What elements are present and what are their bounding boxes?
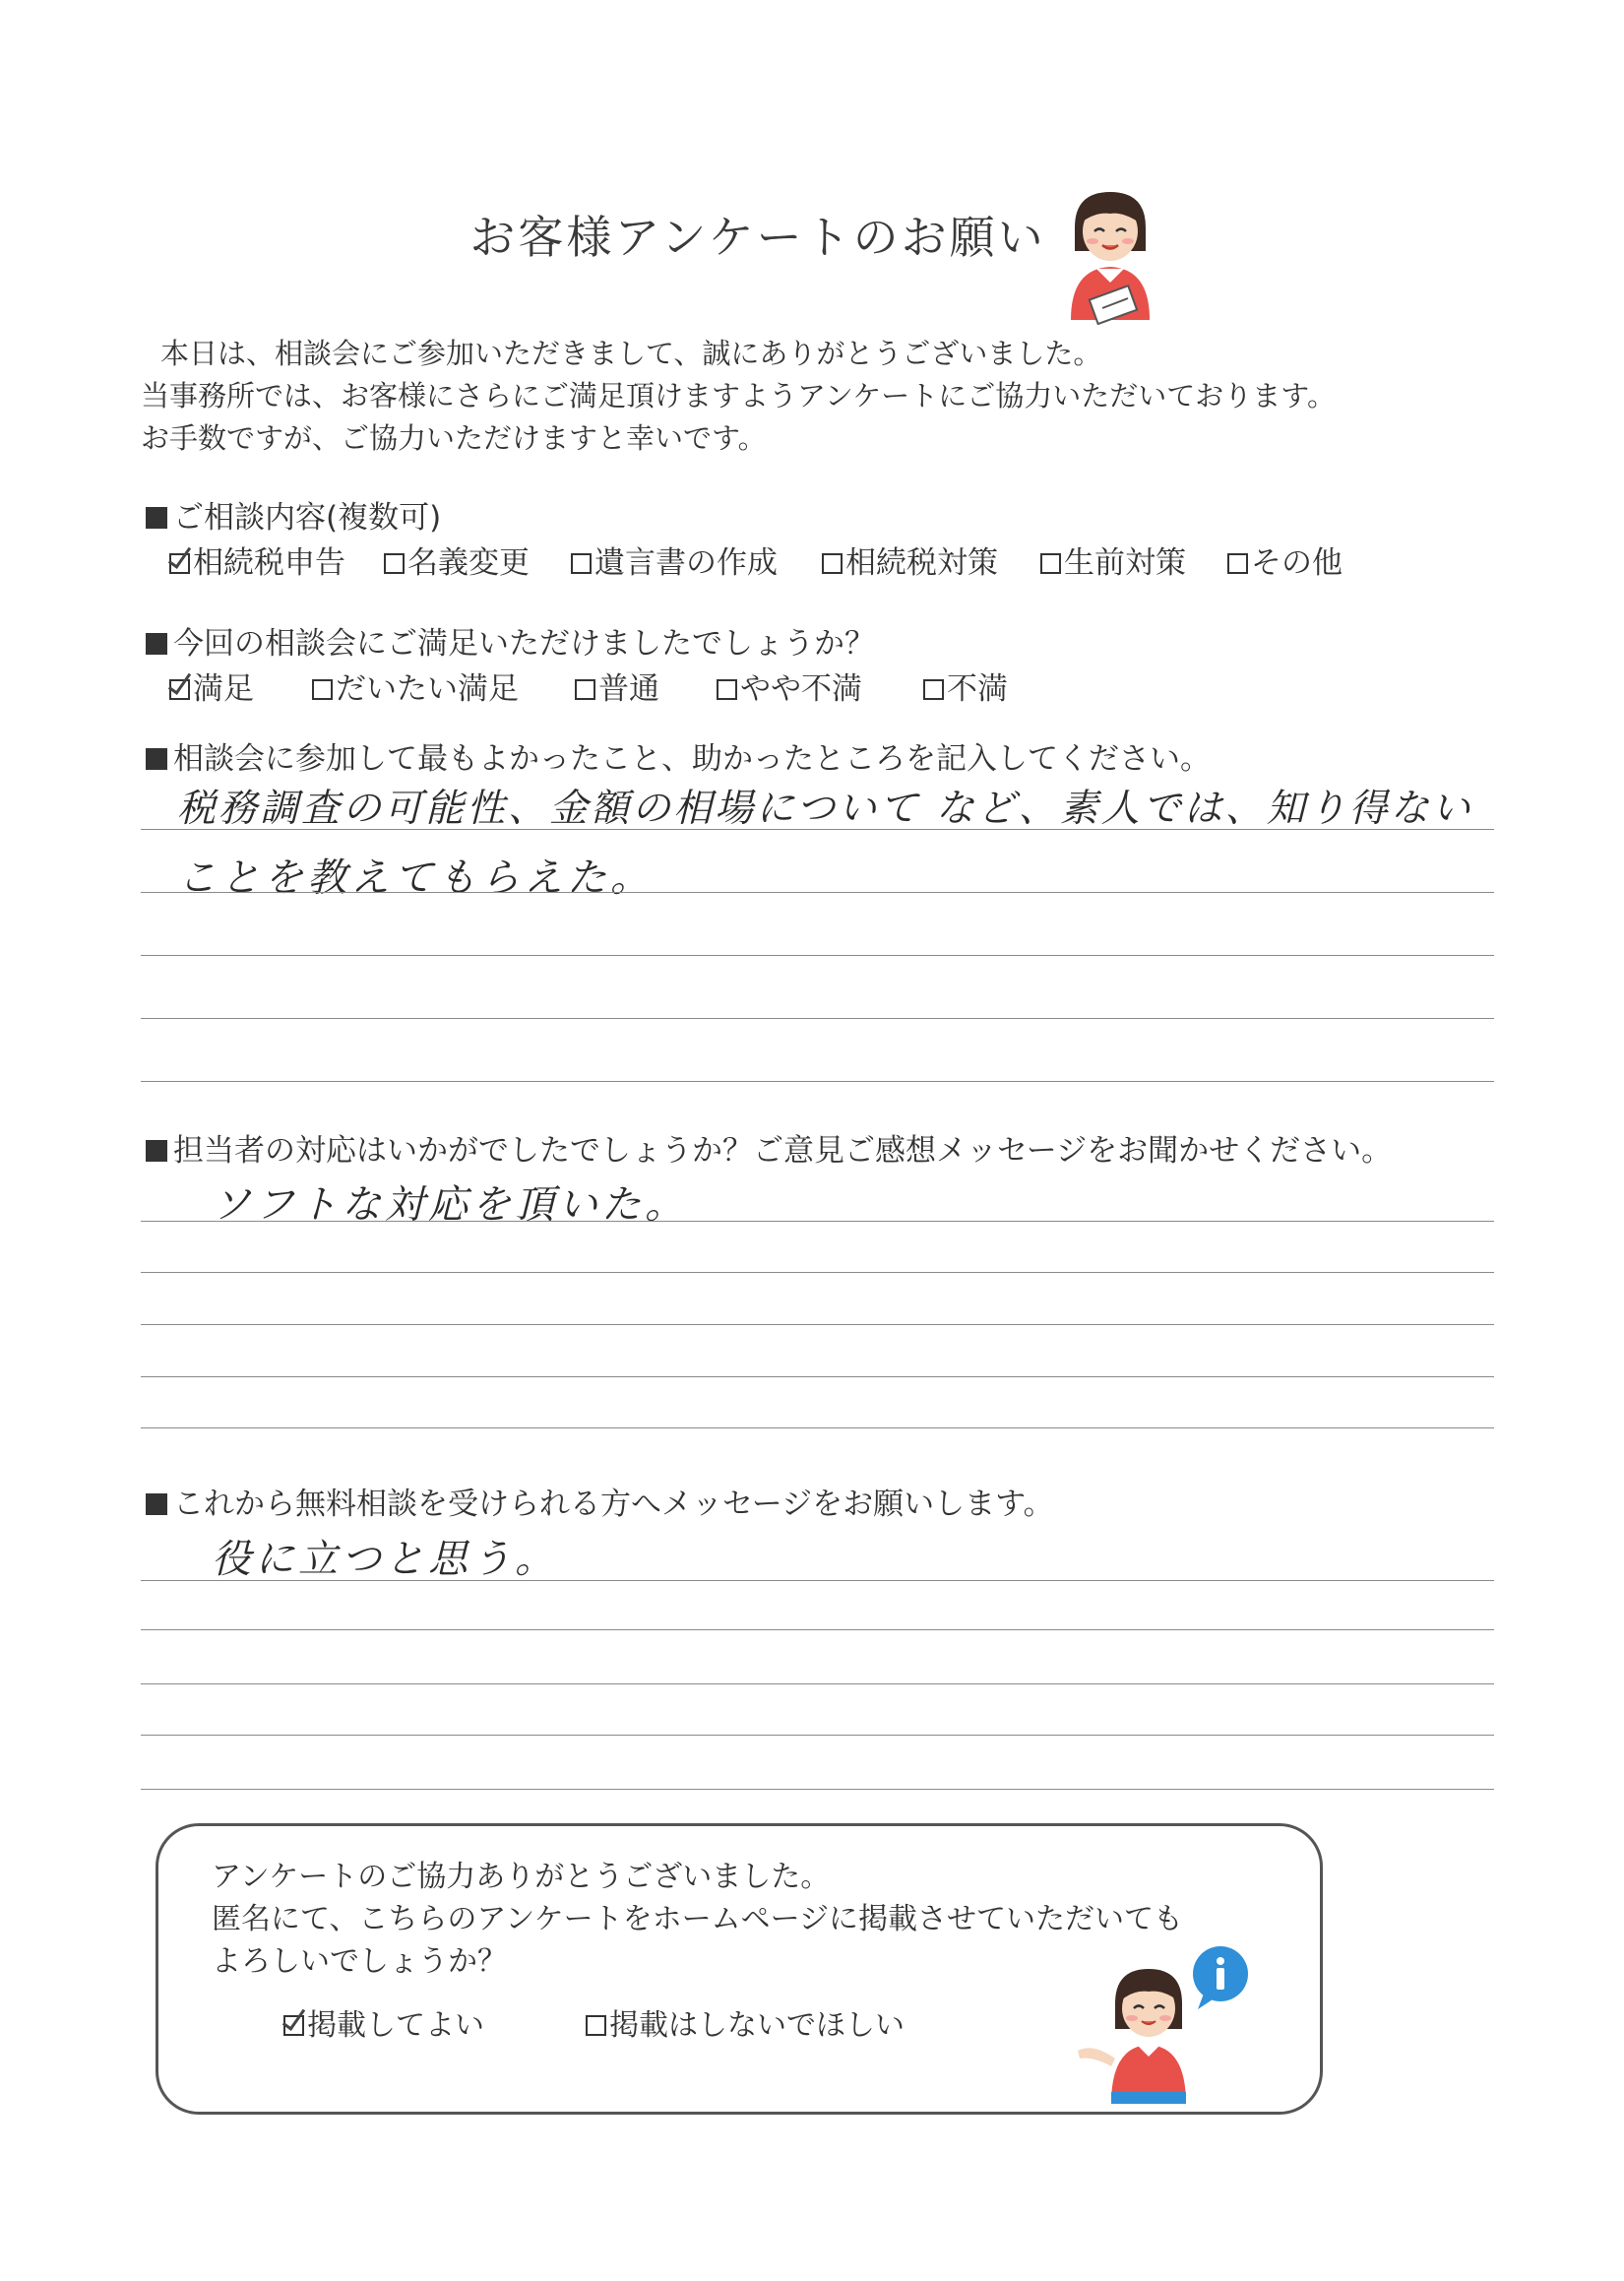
option-label: 普通 xyxy=(598,671,659,707)
option-label: その他 xyxy=(1251,545,1343,581)
checkbox-icon[interactable] xyxy=(312,679,333,700)
q5-answer-line: 役に立つと思う。 xyxy=(212,1537,558,1582)
checkbox-icon[interactable] xyxy=(1227,553,1248,574)
q2-heading-text: 今回の相談会にご満足いただけましたでしょうか？ xyxy=(173,626,875,662)
option-label: 不満 xyxy=(947,671,1008,707)
checked-checkbox-icon[interactable] xyxy=(283,2015,304,2036)
q3-heading-text: 相談会に参加して最もよかったこと、助かったところを記入してください。 xyxy=(173,741,1211,777)
writing-line xyxy=(141,955,1494,956)
writing-line xyxy=(141,1081,1494,1082)
staff-info-illustration xyxy=(1068,1934,1255,2107)
q1-option-inheritance-tax-planning[interactable] xyxy=(822,538,998,582)
writing-line xyxy=(141,1018,1494,1019)
page-title: お客様アンケートのお願い xyxy=(469,211,1046,264)
q5-heading-text: これから無料相談を受けられる方へメッセージをお願いします。 xyxy=(173,1487,1054,1522)
writing-line xyxy=(141,1324,1494,1325)
q3-heading xyxy=(146,733,1211,778)
closing-line: よろしいでしょうか？ xyxy=(212,1944,507,1979)
square-bullet-icon xyxy=(146,507,167,529)
q5-heading xyxy=(146,1479,1054,1523)
checkbox-icon[interactable] xyxy=(384,553,405,574)
writing-line xyxy=(141,1629,1494,1630)
checkbox-icon[interactable] xyxy=(586,2015,606,2036)
option-label: やや不満 xyxy=(740,671,862,707)
checkbox-icon[interactable] xyxy=(571,553,592,574)
writing-line xyxy=(141,1735,1494,1736)
writing-line xyxy=(141,1683,1494,1684)
intro-line: 当事務所では、お客様にさらにご満足頂けますようアンケートにご協力いただいております。 xyxy=(141,379,1336,412)
writing-line xyxy=(141,892,1494,893)
closing-line: 匿名にて、こちらのアンケートをホームページに掲載させていただいても xyxy=(212,1902,1183,1936)
closing-line: アンケートのご協力ありがとうございました。 xyxy=(212,1860,831,1894)
q3-answer-line: ことを教えてもらえた。 xyxy=(177,855,654,901)
q2-option-mostly-satisfied[interactable] xyxy=(312,664,519,708)
writing-line xyxy=(141,1580,1494,1581)
option-label: 相続税申告 xyxy=(193,545,345,581)
q1-heading-text: ご相談内容(複数可) xyxy=(173,500,442,536)
checked-checkbox-icon[interactable] xyxy=(169,679,190,700)
checkbox-icon[interactable] xyxy=(717,679,737,700)
writing-line xyxy=(141,1221,1494,1222)
q2-option-neutral[interactable] xyxy=(575,664,659,708)
q1-option-name-change[interactable] xyxy=(384,538,530,582)
woman-clipboard-illustration xyxy=(1053,182,1166,325)
writing-line xyxy=(141,1427,1494,1428)
q1-option-will-preparation[interactable] xyxy=(571,538,778,582)
square-bullet-icon xyxy=(146,748,167,770)
intro-text xyxy=(141,333,1420,460)
consent-option-allow[interactable] xyxy=(283,2000,484,2044)
consent-option-decline[interactable] xyxy=(586,2000,905,2044)
intro-line: 本日は、相談会にご参加いただきまして、誠にありがとうございました。 xyxy=(160,337,1102,370)
option-label: 掲載はしないでほしい xyxy=(609,2008,905,2043)
checkbox-icon[interactable] xyxy=(575,679,595,700)
checkbox-icon[interactable] xyxy=(1040,553,1061,574)
q1-option-inheritance-tax-return[interactable] xyxy=(169,538,345,582)
square-bullet-icon xyxy=(146,1140,167,1162)
checkbox-icon[interactable] xyxy=(822,553,843,574)
square-bullet-icon xyxy=(146,633,167,655)
q3-answer-line: 税務調査の可能性、金額の相場について など、素人では、知り得ない xyxy=(177,787,1473,831)
option-label: 生前対策 xyxy=(1064,545,1186,581)
q2-option-dissatisfied[interactable] xyxy=(923,664,1008,708)
option-label: 遺言書の作成 xyxy=(594,545,778,581)
checkbox-icon[interactable] xyxy=(923,679,944,700)
q2-heading xyxy=(146,618,875,663)
option-label: 満足 xyxy=(193,671,254,707)
q4-answer-line: ソフトな対応を頂いた。 xyxy=(212,1182,688,1228)
option-label: 相続税対策 xyxy=(845,545,998,581)
option-label: 名義変更 xyxy=(407,545,530,581)
writing-line xyxy=(141,1376,1494,1377)
q1-option-pre-death-planning[interactable] xyxy=(1040,538,1186,582)
q4-heading xyxy=(146,1125,1392,1170)
option-label: 掲載してよい xyxy=(307,2008,484,2043)
checked-checkbox-icon[interactable] xyxy=(169,553,190,574)
q1-option-other[interactable] xyxy=(1227,538,1343,582)
square-bullet-icon xyxy=(146,1493,167,1515)
q2-option-satisfied[interactable] xyxy=(169,664,254,708)
intro-line: お手数ですが、ご協力いただけますと幸いです。 xyxy=(141,421,767,455)
option-label: だいたい満足 xyxy=(336,671,519,707)
writing-line xyxy=(141,1789,1494,1790)
writing-line xyxy=(141,829,1494,830)
writing-line xyxy=(141,1272,1494,1273)
q2-option-somewhat-dissatisfied[interactable] xyxy=(717,664,862,708)
q1-heading xyxy=(146,492,441,537)
q4-heading-text: 担当者の対応はいかがでしたでしょうか？ご意見ご感想メッセージをお聞かせください。 xyxy=(173,1133,1393,1169)
